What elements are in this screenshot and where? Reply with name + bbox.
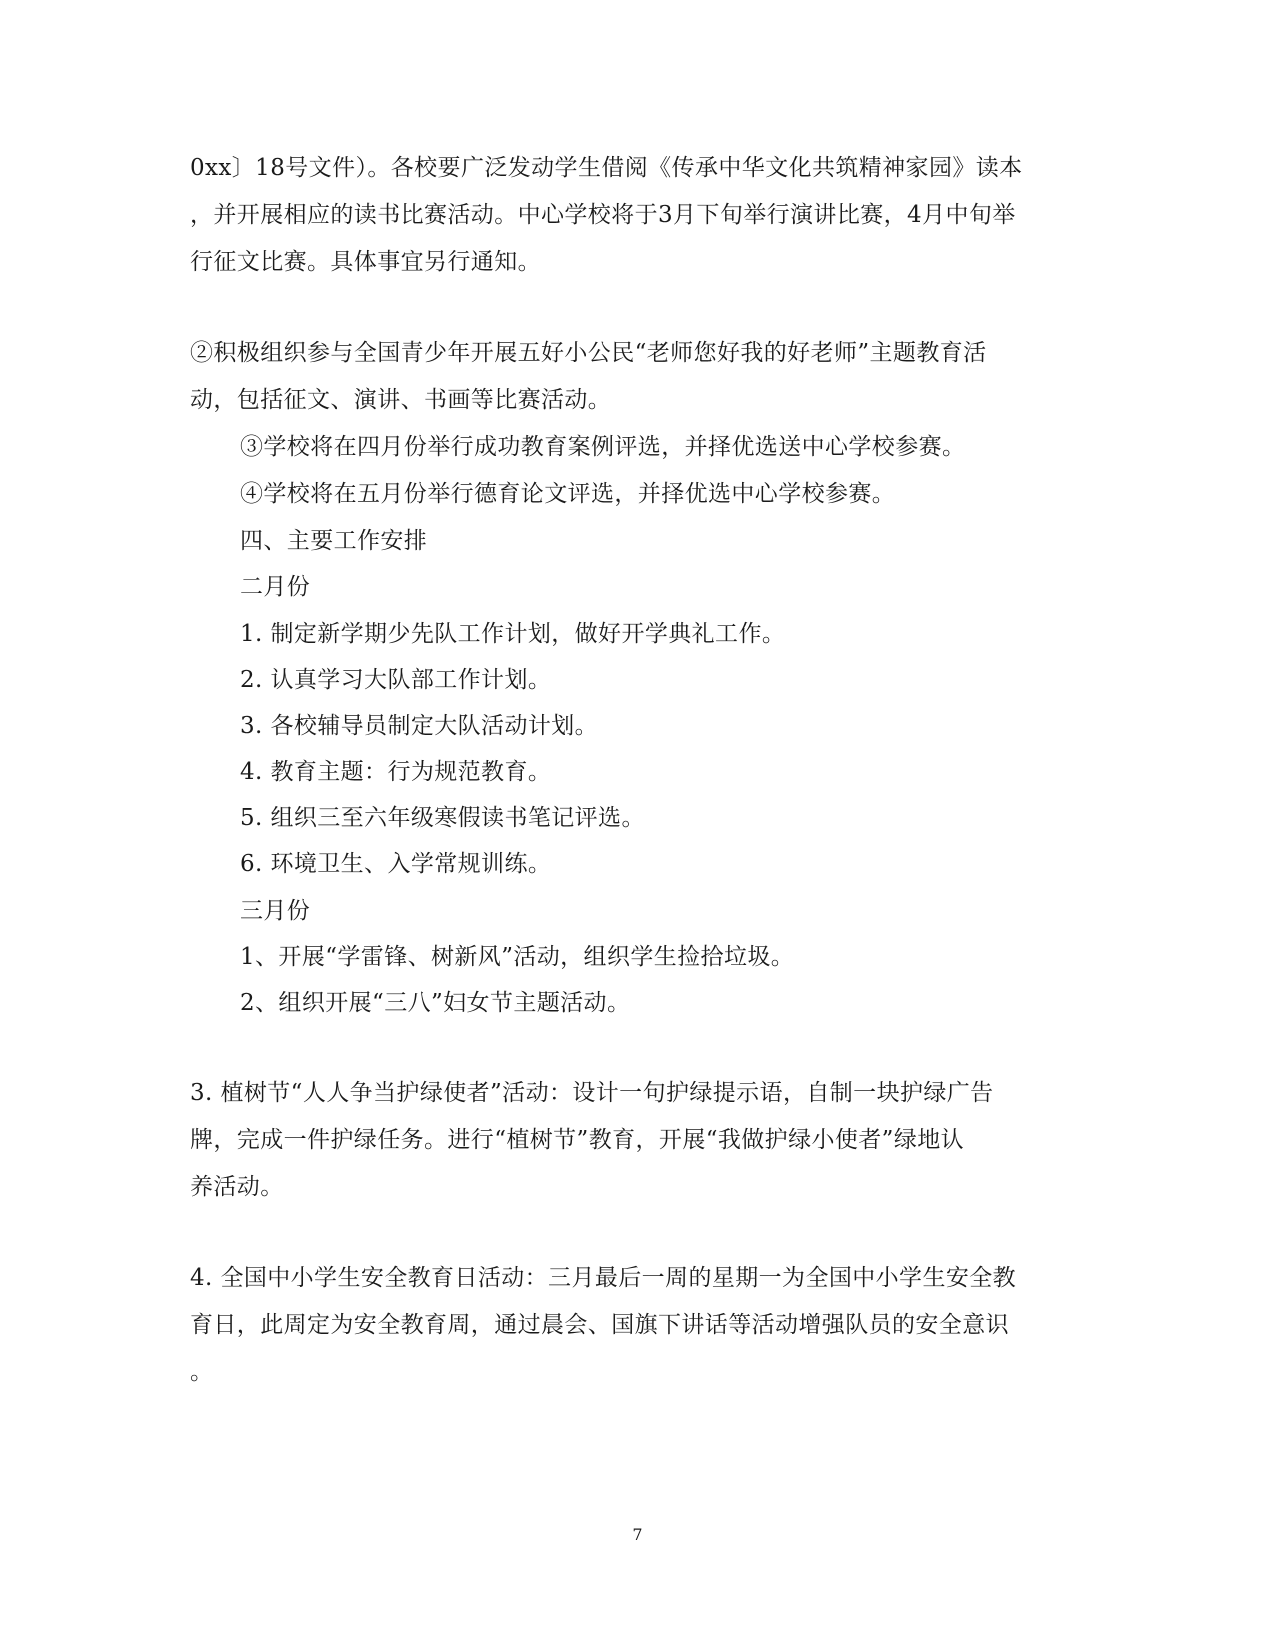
paragraph-line: 。 [190, 1359, 214, 1385]
month-heading: 三月份 [240, 898, 311, 924]
list-item: 5. 组织三至六年级寒假读书笔记评选。 [240, 805, 645, 831]
paragraph-line: 0xx〕18号文件）。各校要广泛发动学生借阅《传承中华文化共筑精神家园》读本 [190, 155, 1023, 181]
paragraph-line: ④学校将在五月份举行德育论文评选，并择优选中心学校参赛。 [240, 481, 896, 507]
paragraph-line: 牌，完成一件护绿任务。进行“植树节”教育，开展“我做护绿小使者”绿地认 [190, 1127, 965, 1153]
paragraph-line: ②积极组织参与全国青少年开展五好小公民“老师您好我的好老师”主题教育活 [190, 340, 987, 366]
section-heading: 四、主要工作安排 [240, 528, 428, 554]
page-number: 7 [632, 1525, 643, 1544]
paragraph-line: 4. 全国中小学生安全教育日活动：三月最后一周的星期一为全国中小学生安全教 [190, 1265, 1017, 1291]
paragraph-line: 育日，此周定为安全教育周，通过晨会、国旗下讲话等活动增强队员的安全意识 [190, 1312, 1009, 1338]
month-heading: 二月份 [240, 574, 311, 600]
list-item: 6. 环境卫生、入学常规训练。 [240, 851, 552, 877]
paragraph-line: 行征文比赛。具体事宜另行通知。 [190, 249, 541, 275]
list-item: 1、开展“学雷锋、树新风”活动，组织学生捡拾垃圾。 [240, 944, 795, 970]
list-item: 3. 各校辅导员制定大队活动计划。 [240, 713, 599, 739]
list-item: 1. 制定新学期少先队工作计划，做好开学典礼工作。 [240, 621, 786, 647]
paragraph-line: ③学校将在四月份举行成功教育案例评选，并择优选送中心学校参赛。 [240, 434, 966, 460]
paragraph-line: 3. 植树节“人人争当护绿使者”活动：设计一句护绿提示语，自制一块护绿广告 [190, 1080, 994, 1106]
paragraph-line: 养活动。 [190, 1174, 284, 1200]
list-item: 4. 教育主题：行为规范教育。 [240, 759, 552, 785]
paragraph-line: 动，包括征文、演讲、书画等比赛活动。 [190, 387, 612, 413]
paragraph-line: ，并开展相应的读书比赛活动。中心学校将于3月下旬举行演讲比赛，4月中旬举 [190, 202, 1016, 228]
list-item: 2. 认真学习大队部工作计划。 [240, 667, 552, 693]
list-item: 2、组织开展“三八”妇女节主题活动。 [240, 990, 631, 1016]
